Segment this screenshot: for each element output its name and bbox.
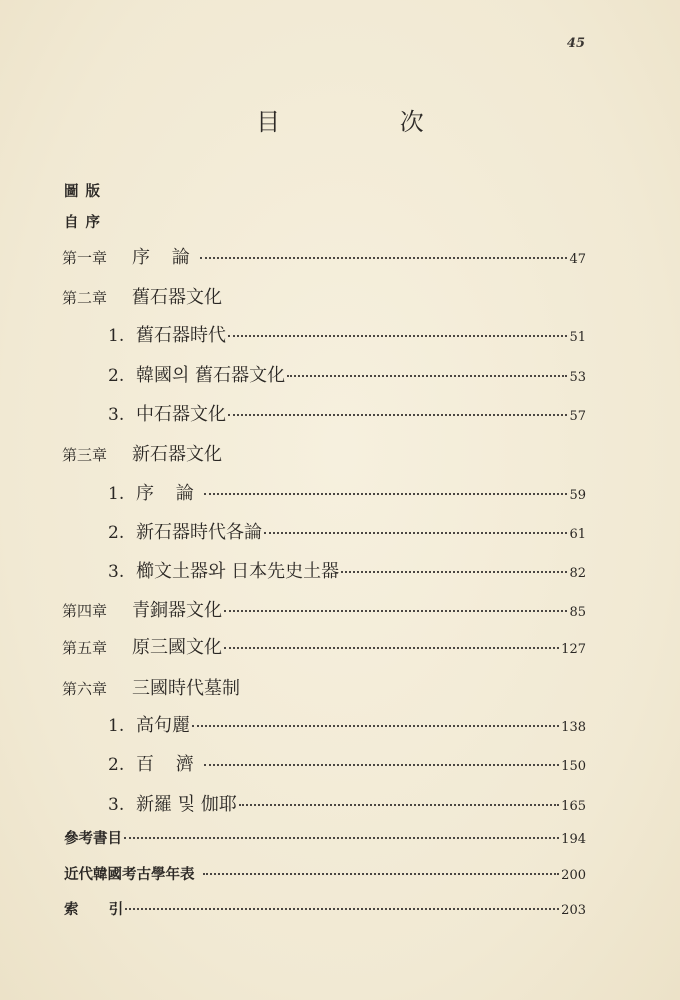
entry-page-number: 150 [561, 759, 586, 774]
dot-leader [264, 531, 567, 534]
section-number: 3. [108, 562, 125, 582]
entry-page-number: 59 [569, 488, 586, 503]
toc-entry-6-3[interactable] [108, 790, 586, 816]
toc-entry-chapter-3[interactable] [62, 440, 222, 466]
dot-leader [341, 570, 567, 573]
entry-page-number: 127 [561, 642, 586, 657]
entry-title: 青銅器文化 [132, 600, 222, 621]
entry-title: 舊石器時代 [136, 325, 226, 346]
dot-leader [192, 724, 559, 727]
toc-entry-chronology[interactable] [64, 863, 586, 884]
entry-page-number: 194 [561, 832, 586, 847]
entry-page-number: 203 [561, 903, 586, 918]
toc-entry-chapter-5[interactable] [62, 633, 586, 659]
entry-title: 新石器時代各論 [136, 522, 262, 543]
section-number: 3. [108, 795, 125, 815]
entry-title: 舊石器文化 [132, 287, 222, 308]
toc-entry-2-1[interactable] [108, 321, 586, 347]
entry-title: 百 濟 [136, 754, 202, 775]
entry-page-number: 165 [561, 799, 586, 814]
toc-entry-chapter-1[interactable] [62, 243, 586, 269]
entry-page-number: 82 [569, 566, 586, 581]
entry-title: 自 序 [64, 215, 102, 231]
chapter-label: 第二章 [62, 289, 108, 307]
entry-title: 圖 版 [64, 184, 102, 200]
entry-page-number: 53 [569, 370, 586, 385]
toc-entry-3-1[interactable] [108, 479, 586, 505]
entry-title: 序 論 [136, 483, 202, 504]
dot-leader [124, 836, 559, 839]
chapter-label: 第一章 [62, 249, 108, 267]
toc-entry-3-2[interactable] [108, 518, 586, 544]
toc-entry-chapter-4[interactable] [62, 596, 586, 622]
entry-page-number: 200 [561, 868, 586, 883]
entry-page-number: 138 [561, 720, 586, 735]
entry-title: 新石器文化 [132, 444, 222, 465]
dot-leader [239, 803, 559, 806]
entry-title: 櫛文土器와 日本先史土器 [136, 561, 340, 582]
entry-page-number: 61 [569, 527, 586, 542]
toc-entry-6-2[interactable] [108, 750, 586, 776]
entry-title: 中石器文化 [136, 404, 226, 425]
entry-title: 參考書目 [64, 831, 122, 847]
chapter-label: 第三章 [62, 446, 108, 464]
entry-title: 近代韓國考古學年表 [64, 867, 195, 883]
chapter-label: 第五章 [62, 639, 108, 657]
section-number: 1. [108, 326, 125, 346]
entry-page-number: 85 [569, 605, 586, 620]
dot-leader [204, 492, 568, 495]
toc-entry-plates[interactable] [64, 180, 101, 201]
toc-entry-2-3[interactable] [108, 400, 586, 426]
dot-leader [228, 413, 567, 416]
toc-entry-preface[interactable] [64, 211, 101, 232]
dot-leader [287, 374, 567, 377]
section-number: 2. [108, 523, 125, 543]
dot-leader [203, 872, 560, 875]
entry-title: 序 論 [132, 247, 198, 268]
entry-title: 韓國의 舊石器文化 [136, 365, 286, 386]
entry-title: 三國時代墓制 [132, 678, 240, 699]
toc-entry-chapter-6[interactable] [62, 674, 240, 700]
dot-leader [224, 609, 567, 612]
dot-leader [200, 256, 568, 259]
entry-page-number: 57 [569, 409, 586, 424]
dot-leader [125, 907, 559, 910]
section-number: 3. [108, 405, 125, 425]
page-number: 45 [566, 36, 585, 51]
entry-title: 索 引 [64, 902, 124, 918]
toc-entry-6-1[interactable] [108, 711, 586, 737]
section-number: 2. [108, 755, 125, 775]
toc-entry-2-2[interactable] [108, 361, 586, 387]
section-number: 1. [108, 484, 125, 504]
entry-page-number: 47 [569, 252, 586, 267]
section-number: 1. [108, 716, 125, 736]
toc-entry-3-3[interactable] [108, 557, 586, 583]
toc-entry-references[interactable] [64, 827, 586, 848]
toc-entry-chapter-2[interactable] [62, 283, 222, 309]
entry-title: 新羅 및 伽耶 [136, 794, 237, 815]
toc-entry-index[interactable] [64, 898, 586, 919]
page-title: 目 次 [256, 108, 480, 136]
entry-title: 高句麗 [136, 715, 190, 736]
dot-leader [228, 334, 567, 337]
dot-leader [224, 646, 559, 649]
chapter-label: 第四章 [62, 602, 108, 620]
section-number: 2. [108, 366, 125, 386]
chapter-label: 第六章 [62, 680, 108, 698]
entry-title: 原三國文化 [132, 637, 222, 658]
dot-leader [204, 763, 559, 766]
entry-page-number: 51 [569, 330, 586, 345]
